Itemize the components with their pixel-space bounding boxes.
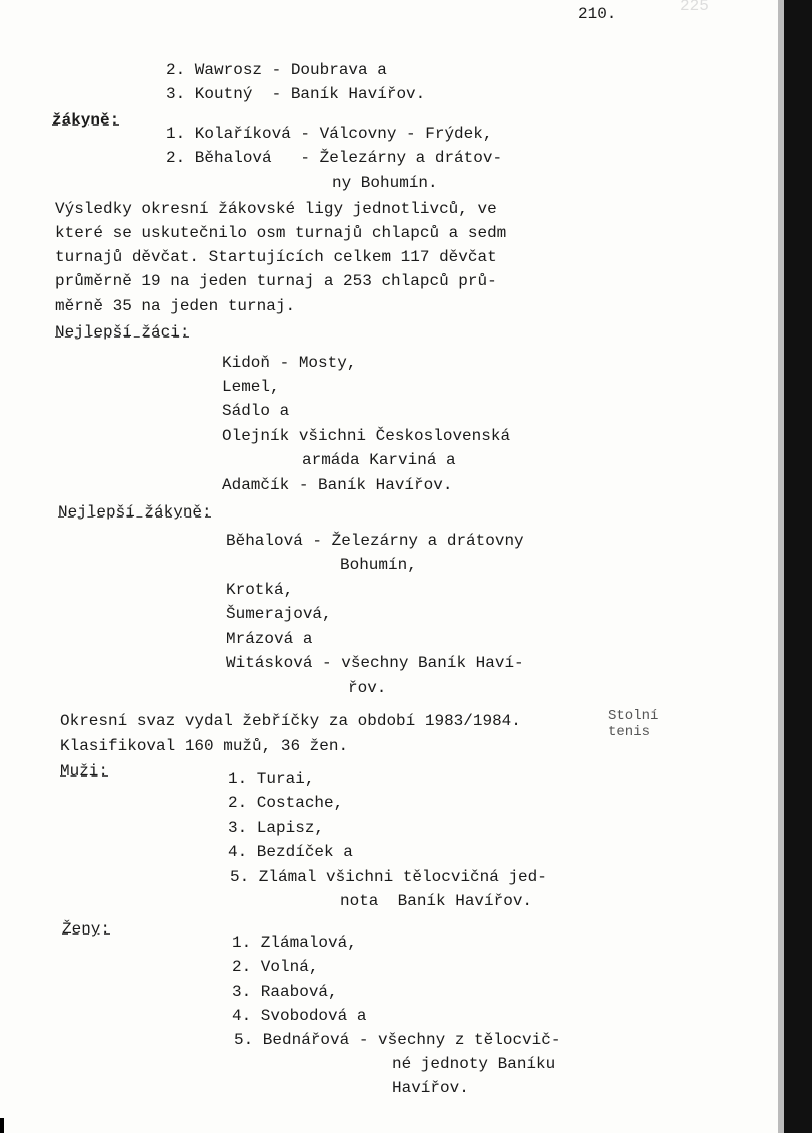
margin-note: Stolní — [608, 708, 659, 724]
list-item: 1. Zlámalová, — [232, 934, 357, 952]
list-item: 4. Bezdíček a — [228, 843, 353, 861]
list-item: 2. Běhalová - Železárny a drátov- — [166, 149, 503, 167]
paragraph-line: měrně 35 na jeden turnaj. — [55, 297, 296, 315]
list-item: 5. Zlámal všichni tělocvičná jed- — [230, 868, 547, 886]
list-item: 2. Wawrosz - Doubrava a — [166, 61, 387, 79]
paragraph-line: turnajů děvčat. Startujících celkem 117 děvčat — [55, 248, 497, 266]
list-item: 3. Raabová, — [232, 983, 338, 1001]
section-heading-zakyne: žákyně: — [52, 111, 120, 129]
list-item: Olejník všichni Československá — [222, 427, 511, 445]
list-item-continuation: Bohumín, — [340, 556, 417, 574]
page-number: 210. — [578, 5, 617, 23]
list-item: Sádlo a — [222, 402, 290, 420]
list-item: Běhalová - Železárny a drátovny — [226, 532, 524, 550]
list-item: 3. Lapisz, — [228, 819, 325, 837]
list-item-continuation: Havířov. — [392, 1079, 469, 1097]
list-item: Šumerajová, — [226, 605, 332, 623]
list-item: 5. Bednářová - všechny z tělocvič- — [234, 1031, 561, 1049]
section-heading-men: Muži: — [60, 762, 109, 780]
paragraph-line: které se uskutečnilo osm turnajů chlapců a sedm — [55, 224, 507, 242]
faint-archive-number: 225 — [680, 0, 709, 15]
list-item: Krotká, — [226, 581, 294, 599]
list-item-continuation: nota Baník Havířov. — [340, 892, 533, 910]
list-item-continuation: armáda Karviná a — [302, 451, 456, 469]
scan-mark — [0, 1118, 4, 1133]
list-item: Mrázová a — [226, 630, 313, 648]
list-item-continuation: né jednoty Baníku — [392, 1055, 556, 1073]
section-heading-best-boys: Nejlepší žáci: — [55, 323, 190, 341]
list-item: Lemel, — [222, 378, 280, 396]
list-item: 3. Koutný - Baník Havířov. — [166, 85, 426, 103]
paragraph-line: Klasifikoval 160 mužů, 36 žen. — [60, 737, 349, 755]
section-heading-best-girls: Nejlepší žákyně: — [58, 503, 212, 521]
list-item-continuation: řov. — [348, 679, 387, 697]
list-item: Witásková - všechny Baník Haví- — [226, 654, 524, 672]
paragraph-line: Okresní svaz vydal žebříčky za období 1983/1984. — [60, 712, 521, 730]
list-item: 2. Volná, — [232, 958, 319, 976]
section-heading-women: Ženy: — [62, 920, 111, 938]
paragraph-line: Výsledky okresní žákovské ligy jednotlivců, ve — [55, 200, 497, 218]
margin-note: tenis — [608, 724, 651, 740]
list-item: 1. Kolaříková - Válcovny - Frýdek, — [166, 125, 493, 143]
list-item: 2. Costache, — [228, 794, 344, 812]
list-item: 4. Svobodová a — [232, 1007, 367, 1025]
list-item: Adamčík - Baník Havířov. — [222, 476, 453, 494]
list-item-continuation: ny Bohumín. — [332, 174, 438, 192]
paragraph-line: průměrně 19 na jeden turnaj a 253 chlapců prů- — [55, 272, 497, 290]
scan-dark-edge — [784, 0, 812, 1133]
list-item: Kidoň - Mosty, — [222, 354, 357, 372]
list-item: 1. Turai, — [228, 770, 315, 788]
